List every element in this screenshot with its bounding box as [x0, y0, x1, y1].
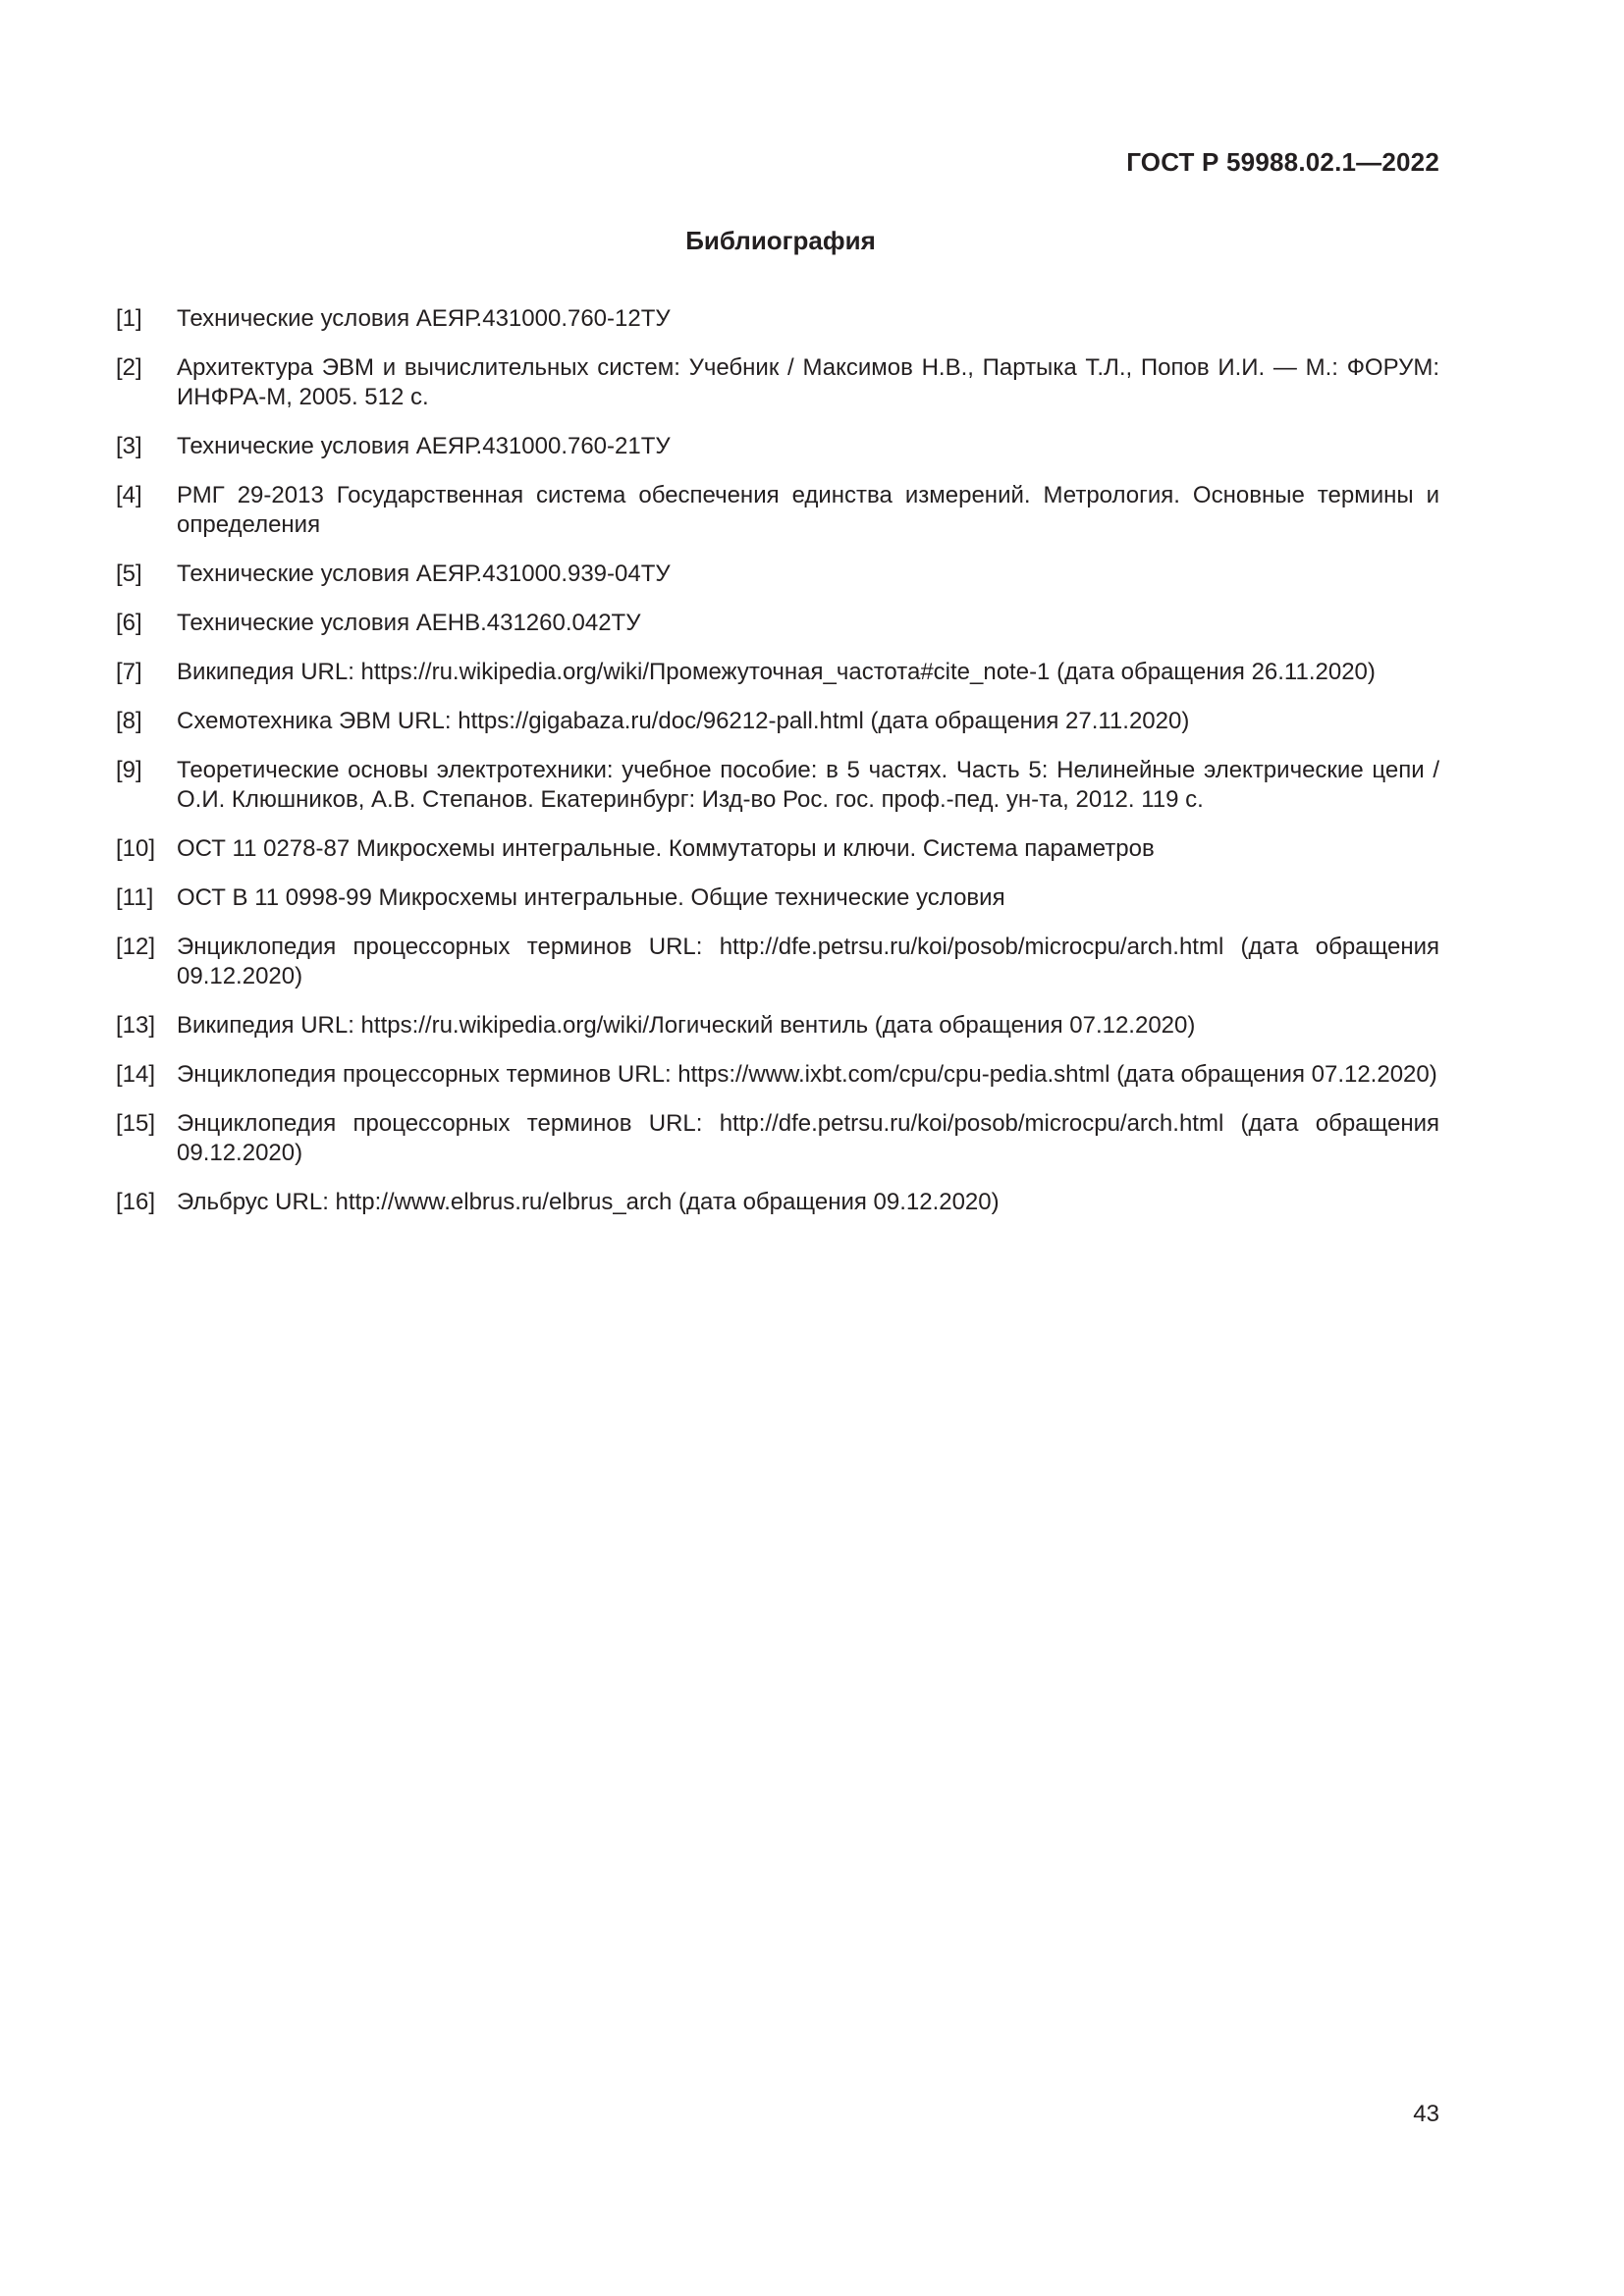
reference-number: [13] — [116, 1012, 156, 1039]
reference-number: [12] — [116, 934, 156, 960]
bibliography-item — [116, 353, 1439, 412]
reference-number: [4] — [116, 482, 142, 508]
section-title: Библиография — [685, 226, 876, 255]
bibliography-item — [116, 481, 1439, 540]
bibliography-item — [116, 933, 1439, 991]
page-number: 43 — [1413, 2101, 1439, 2127]
reference-text: ОСТ В 11 0998-99 Микросхемы интегральные. Общие технические условия — [177, 884, 1005, 911]
reference-text: ОСТ 11 0278-87 Микросхемы интегральные. Коммутаторы и ключи. Система параметров — [177, 835, 1155, 862]
bibliography-item — [116, 707, 1439, 736]
document-code: ГОСТ Р 59988.02.1—2022 — [1126, 147, 1439, 177]
reference-text: Энциклопедия процессорных терминов URL: http://dfe.petrsu.ru/koi/posob/microcpu/arch.html (дата обращения 09.12.2020) — [177, 934, 1439, 989]
reference-number: [5] — [116, 561, 142, 587]
bibliography-item — [116, 756, 1439, 815]
reference-text: Технические условия АЕНВ.431260.042ТУ — [177, 610, 641, 636]
bibliography-item — [116, 304, 1439, 334]
reference-text: Теоретические основы электротехники: учебное пособие: в 5 частях. Часть 5: Нелинейные электрические цепи / О.И. Клюшников, А.В. Степанов. Екатеринбург: Изд-во Рос. гос. проф.-пед. ун-та, 2012. 119 с. — [177, 757, 1439, 813]
bibliography-item — [116, 1011, 1439, 1041]
reference-text: Энциклопедия процессорных терминов URL: https://www.ixbt.com/cpu/cpu-pedia.shtml (дата обращения 07.12.2020) — [177, 1061, 1437, 1088]
reference-number: [7] — [116, 659, 142, 685]
reference-text: Схемотехника ЭВМ URL: https://gigabaza.ru/doc/96212-pall.html (дата обращения 27.11.2020) — [177, 708, 1190, 734]
bibliography-item — [116, 432, 1439, 461]
bibliography-item — [116, 883, 1439, 913]
bibliography-item — [116, 560, 1439, 589]
reference-text: Энциклопедия процессорных терминов URL: http://dfe.petrsu.ru/koi/posob/microcpu/arch.html (дата обращения 09.12.2020) — [177, 1110, 1439, 1166]
reference-text: Технические условия АЕЯР.431000.939-04ТУ — [177, 561, 671, 587]
reference-text: Эльбрус URL: http://www.elbrus.ru/elbrus_arch (дата обращения 09.12.2020) — [177, 1189, 1000, 1215]
reference-text: РМГ 29-2013 Государственная система обеспечения единства измерений. Метрология. Основные термины и определения — [177, 482, 1439, 538]
bibliography-item — [116, 1109, 1439, 1168]
bibliography-list — [116, 304, 1439, 1237]
reference-number: [6] — [116, 610, 142, 636]
reference-text: Википедия URL: https://ru.wikipedia.org/wiki/Промежуточная_частота#cite_note-1 (дата обращения 26.11.2020) — [177, 659, 1376, 685]
bibliography-item — [116, 1060, 1439, 1090]
bibliography-item — [116, 1188, 1439, 1217]
reference-text: Архитектура ЭВМ и вычислительных систем: Учебник / Максимов Н.В., Партыка Т.Л., Попов И.И. — М.: ФОРУМ: ИНФРА-М, 2005. 512 с. — [177, 354, 1439, 410]
bibliography-item — [116, 658, 1439, 687]
reference-number: [15] — [116, 1110, 156, 1137]
reference-number: [16] — [116, 1189, 156, 1215]
reference-number: [2] — [116, 354, 142, 381]
bibliography-item — [116, 834, 1439, 864]
reference-number: [14] — [116, 1061, 156, 1088]
reference-number: [10] — [116, 835, 156, 862]
reference-number: [1] — [116, 305, 142, 332]
reference-number: [8] — [116, 708, 142, 734]
reference-number: [11] — [116, 884, 154, 911]
reference-text: Технические условия АЕЯР.431000.760-21ТУ — [177, 433, 671, 459]
reference-number: [9] — [116, 757, 142, 783]
bibliography-item — [116, 609, 1439, 638]
reference-number: [3] — [116, 433, 142, 459]
reference-text: Технические условия АЕЯР.431000.760-12ТУ — [177, 305, 671, 332]
reference-text: Википедия URL: https://ru.wikipedia.org/wiki/Логический вентиль (дата обращения 07.12.2020) — [177, 1012, 1196, 1039]
